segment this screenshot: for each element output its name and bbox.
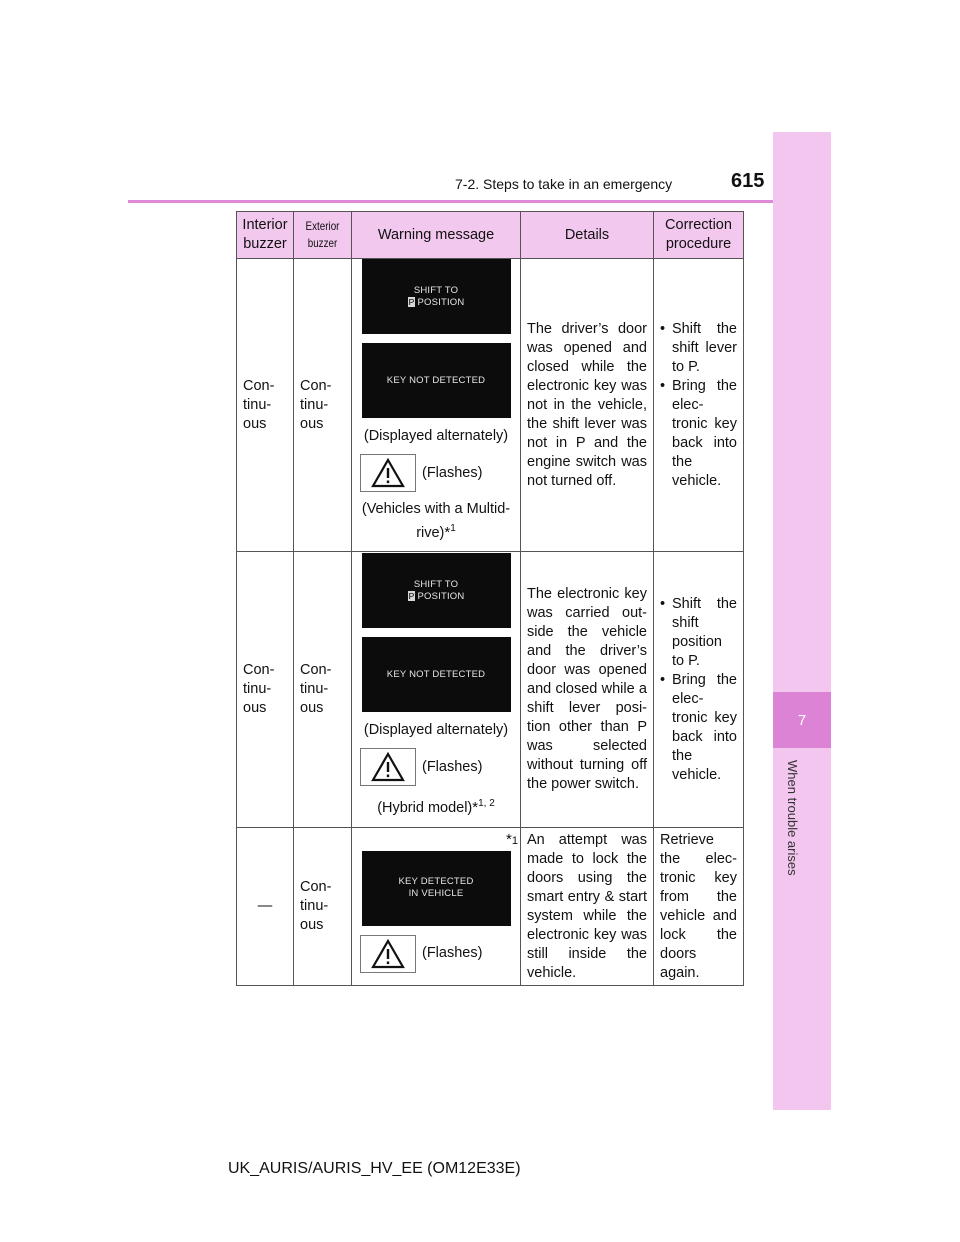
correction-list	[660, 595, 737, 785]
p-box: P	[408, 296, 415, 307]
vehicle-note-text: (Vehicles with a Multid- rive)	[361, 501, 511, 541]
interior-buzzer-cell: Con- tinu- ous	[237, 552, 294, 828]
exterior-buzzer-cell: Con- tinu- ous	[294, 828, 352, 986]
screen-line: SHIFT TO	[413, 578, 459, 590]
flashes-label: (Flashes)	[422, 945, 483, 961]
warning-flash-row	[352, 935, 520, 973]
alternate-caption: (Displayed alternately)	[363, 722, 509, 739]
screen-line: KEY DETECTED	[398, 876, 474, 887]
screen-line: SHIFT TO	[413, 284, 459, 296]
section-title: 7-2. Steps to take in an emergency	[455, 176, 673, 192]
warning-message-cell	[352, 552, 521, 828]
correction-list	[660, 320, 737, 491]
header-warning-message: Warning message	[352, 212, 521, 259]
header-rule	[128, 200, 831, 203]
vehicle-note-text: (Hybrid model)	[377, 799, 473, 816]
warning-table	[236, 211, 744, 986]
exterior-buzzer-cell: Con- tinu- ous	[294, 552, 352, 828]
display-screen	[362, 343, 511, 418]
details-cell: An attempt was made to lock the doors using the smart entry & start system while the electronic key was still inside the vehicle.	[521, 828, 654, 986]
document-footer: UK_AURIS/AURIS_HV_EE (OM12E33E)	[228, 1160, 521, 1177]
correction-cell	[654, 259, 744, 552]
correction-item: • Bring the elec- tronic key back into the vehicle.	[660, 377, 737, 491]
vehicle-note	[352, 794, 520, 818]
warning-message-cell	[352, 828, 521, 986]
table-row	[237, 552, 744, 828]
header-exterior-buzzer	[294, 212, 352, 259]
header-exterior-label: Exterior buzzer	[305, 218, 340, 250]
table-row	[237, 828, 744, 986]
header-correction-procedure: Correction procedure	[654, 212, 744, 259]
vehicle-note	[352, 500, 520, 543]
p-box: P	[408, 590, 415, 601]
screen-line: KEY NOT DETECTED	[386, 668, 486, 680]
display-screen	[362, 851, 511, 926]
footnote-star-icon: *	[472, 798, 479, 816]
footnote-star-icon: *	[506, 831, 512, 848]
warning-message-cell	[352, 259, 521, 552]
side-tab	[773, 132, 831, 1110]
correction-item: • Shift the shift position to P.	[660, 595, 737, 671]
flashes-label: (Flashes)	[422, 464, 483, 481]
flashes-label: (Flashes)	[422, 758, 483, 775]
header-interior-buzzer: Interior buzzer	[237, 212, 294, 259]
details-cell: The electronic key was carried out- side the vehicle and the driver’s door was opened and closed while a shift lever posi- tion other than P was selected without turning off the power switch.	[521, 552, 654, 828]
alternate-caption: (Displayed alternately)	[363, 428, 509, 445]
warning-flash-row	[352, 748, 520, 786]
correction-item: • Bring the elec- tronic key back into the vehicle.	[660, 671, 737, 785]
page-number: 615	[731, 170, 765, 192]
screen-line-text: POSITION	[417, 590, 465, 602]
table-row	[237, 259, 744, 552]
correction-item: • Shift the shift lever to P.	[660, 320, 737, 377]
warning-triangle-icon	[360, 454, 416, 492]
table-header-row	[237, 212, 744, 259]
interior-buzzer-cell: Con- tinu- ous	[237, 259, 294, 552]
warning-triangle-icon	[360, 935, 416, 973]
exterior-buzzer-cell: Con- tinu- ous	[294, 259, 352, 552]
screen-line	[408, 297, 465, 309]
screen-line: IN VEHICLE	[408, 888, 464, 899]
screen-line: KEY NOT DETECTED	[386, 374, 486, 386]
footnote-star-icon: *	[444, 523, 451, 541]
warning-flash-row	[352, 454, 520, 492]
display-screen	[362, 259, 511, 334]
chapter-title: When trouble arises	[785, 760, 800, 876]
warning-triangle-icon	[360, 748, 416, 786]
correction-cell	[654, 552, 744, 828]
details-cell: The driver’s door was opened and closed while the electronic key was not in the vehicle, the shift lever was not in P and the engine switch was not turned off.	[521, 259, 654, 552]
interior-buzzer-cell: —	[237, 828, 294, 986]
footnote-ref: 1	[450, 523, 456, 535]
correction-cell: Retrieve the elec- tronic key from the vehicle and lock the doors again.	[654, 828, 744, 986]
footnote-mark	[506, 830, 518, 851]
footnote-ref: 1, 2	[478, 798, 495, 810]
display-screen	[362, 553, 511, 628]
screen-line	[408, 591, 465, 603]
chapter-number: 7	[773, 692, 831, 748]
screen-line-text: POSITION	[417, 296, 465, 308]
header-details: Details	[521, 212, 654, 259]
display-screen	[362, 637, 511, 712]
footnote-mark-number: 1	[511, 835, 518, 847]
